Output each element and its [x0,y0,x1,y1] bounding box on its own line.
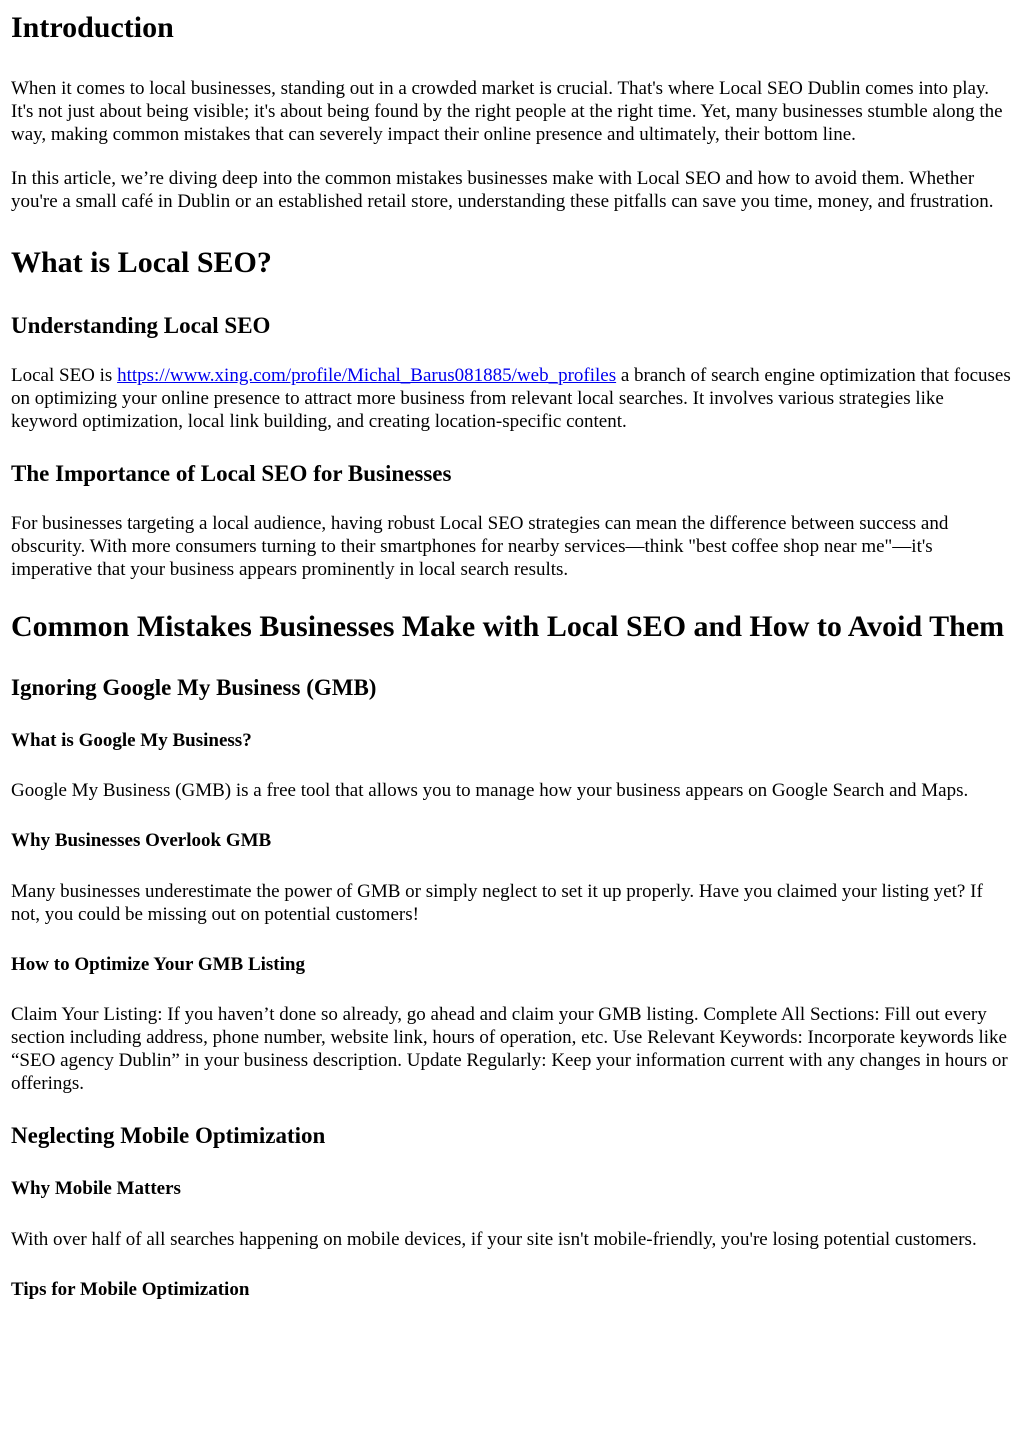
importance-paragraph: For businesses targeting a local audience, having robust Local SEO strategies can mean the difference between success and obscurity. With more consumers turning to their smartphones for nearby services—think "best coffee shop near me"—it's imperative that your business appears prominently in local search results. [11,513,949,580]
optimize-gmb-paragraph: Claim Your Listing: If you haven’t done so already, go ahead and claim your GMB listing. Complete All Sections: Fill out every section including address, phone number, website link, hours of operation, etc. Use Relevant Keywords: Incorporate keywords like “SEO agency Dublin” in your business description. Update Regularly: Keep your information current with any changes in hours or offerings. [11,1004,1008,1094]
mobile-tips-heading: Tips for Mobile Optimization [11,1279,250,1300]
intro-paragraph-1: When it comes to local businesses, standing out in a crowded market is crucial. That's where Local SEO Dublin comes into play. It's not just about being visible; it's about being found by the right people at the right time. Yet, many businesses stumble along the way, making common mistakes that can severely impact their online presence and ultimately, their bottom line. [11,78,1003,145]
neglecting-mobile-heading: Neglecting Mobile Optimization [11,1123,326,1148]
why-mobile-matters-heading: Why Mobile Matters [11,1178,181,1199]
importance-heading: The Importance of Local SEO for Businesses [11,461,452,486]
why-mobile-matters-paragraph: With over half of all searches happening on mobile devices, if your site isn't mobile-friendly, you're losing potential customers. [11,1229,977,1250]
intro-paragraph-2: In this article, we’re diving deep into the common mistakes businesses make with Local SEO and how to avoid them. Whether you're a small café in Dublin or an established retail store, understanding these pitfalls can save you time, money, and frustration. [11,168,994,212]
understanding-text-after: a branch of search engine optimization that focuses on optimizing your online presence to attract more business from relevant local searches. It involves various strategies like keyword optimization, local link building, and creating location-specific content. [11,365,1011,432]
understanding-local-seo-paragraph [11,364,1012,433]
why-overlook-gmb-heading: Why Businesses Overlook GMB [11,830,272,851]
xing-profile-link[interactable]: https://www.xing.com/profile/Michal_Barus081885/web_profiles [117,365,617,386]
what-is-gmb-heading: What is Google My Business? [11,730,252,751]
introduction-heading: Introduction [11,11,174,44]
why-overlook-gmb-paragraph: Many businesses underestimate the power of GMB or simply neglect to set it up properly. Have you claimed your listing yet? If not, you could be missing out on potential customers! [11,881,983,925]
understanding-text-before: Local SEO is [11,365,118,386]
what-is-gmb-paragraph: Google My Business (GMB) is a free tool that allows you to manage how your business appears on Google Search and Maps. [11,780,969,801]
what-is-local-seo-heading: What is Local SEO? [11,246,272,279]
ignoring-gmb-heading: Ignoring Google My Business (GMB) [11,675,377,700]
understanding-local-seo-heading: Understanding Local SEO [11,313,271,338]
optimize-gmb-heading: How to Optimize Your GMB Listing [11,954,305,975]
common-mistakes-heading: Common Mistakes Businesses Make with Local SEO and How to Avoid Them [11,610,1005,643]
